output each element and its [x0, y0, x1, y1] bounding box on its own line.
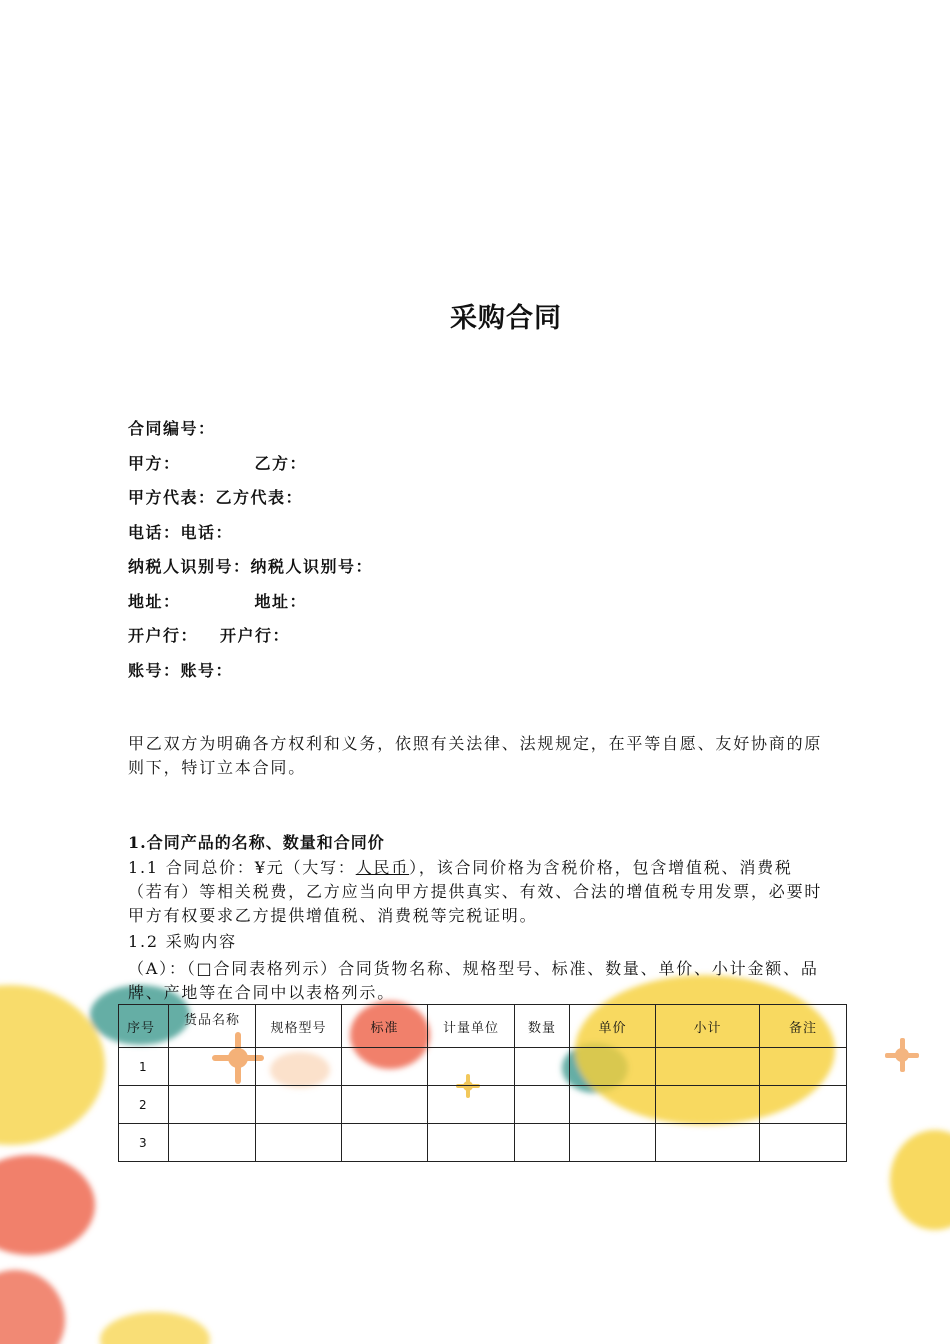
table-cell	[256, 1086, 342, 1124]
clause-1-2: 1.2 采购内容	[128, 932, 237, 951]
section-1-heading: 1.合同产品的名称、数量和合同价	[128, 833, 385, 852]
phone-a-label: 电话：	[128, 522, 181, 542]
table-cell	[760, 1048, 847, 1086]
table-cell	[428, 1124, 515, 1162]
party-info-block	[128, 417, 373, 693]
contract-number-line	[128, 417, 373, 452]
col-header-remark: 备注	[760, 1005, 847, 1048]
row-index: 2	[119, 1086, 169, 1124]
account-a-label: 账号：	[128, 660, 181, 680]
tax-id-line	[128, 555, 373, 590]
contract-number-label: 合同编号：	[128, 419, 216, 438]
representative-line	[128, 486, 373, 521]
table-cell	[570, 1124, 656, 1162]
rep-a-label: 甲方代表：	[128, 488, 216, 507]
clause-1-1	[128, 856, 828, 928]
table-cell	[428, 1086, 515, 1124]
address-line	[128, 590, 373, 625]
party-b-label: 乙方：	[254, 453, 308, 473]
table-cell	[342, 1124, 428, 1162]
col-header-unit-price: 单价	[570, 1005, 656, 1048]
account-b-label: 账号：	[180, 660, 234, 680]
goods-table	[118, 1004, 847, 1162]
phone-line	[128, 521, 373, 556]
bank-a-label: 开户行：	[128, 626, 199, 645]
table-cell	[656, 1086, 760, 1124]
page-title: 采购合同	[450, 303, 562, 334]
table-cell	[169, 1124, 256, 1162]
col-header-unit: 计量单位	[428, 1005, 515, 1048]
bank-b-label: 开户行：	[220, 626, 291, 645]
table-cell	[428, 1048, 515, 1086]
col-header-quantity: 数量	[515, 1005, 570, 1048]
table-cell	[169, 1048, 256, 1086]
table-cell	[256, 1048, 342, 1086]
party-line	[128, 452, 373, 487]
table-cell	[760, 1124, 847, 1162]
col-header-goods-name: 货品名称	[169, 1005, 256, 1048]
table-row	[119, 1124, 847, 1162]
clause-1-1-text-start: 1.1 合同总价：¥元（大写：	[128, 858, 356, 877]
row-index: 3	[119, 1124, 169, 1162]
clause-1-1-text-end: ），该合同价格为含税价格，包含增值税、消费税（若有）等相关税费，乙方应当向甲方提供真实、有效、合法的增值税专用发票，必要时甲方有权要求乙方提供增值税、消费税等完税证明。	[128, 858, 823, 925]
party-a-label: 甲方：	[128, 453, 181, 473]
table-cell	[656, 1048, 760, 1086]
clause-a: （A）：（□合同表格列示）合同货物名称、规格型号、标准、数量、单价、小计金额、品牌、产地等在合同中以表格列示。	[128, 959, 819, 1002]
table-row	[119, 1086, 847, 1124]
tax-id-b-label: 纳税人识别号：	[250, 557, 374, 576]
table-row	[119, 1048, 847, 1086]
tax-id-a-label: 纳税人识别号：	[128, 557, 251, 576]
table-cell	[256, 1124, 342, 1162]
col-header-subtotal: 小计	[656, 1005, 760, 1048]
row-index: 1	[119, 1048, 169, 1086]
table-cell	[656, 1124, 760, 1162]
col-header-index: 序号	[119, 1005, 169, 1048]
table-cell	[570, 1048, 656, 1086]
col-header-spec: 规格型号	[256, 1005, 342, 1048]
phone-b-label: 电话：	[180, 522, 234, 542]
account-line	[128, 659, 373, 694]
currency-name: 人民币	[355, 858, 410, 877]
intro-paragraph: 甲乙双方为明确各方权利和义务，依照有关法律、法规规定，在平等自愿、友好协商的原则下，特订立本合同。	[128, 734, 823, 777]
table-cell	[342, 1048, 428, 1086]
address-b-label: 地址：	[254, 591, 308, 611]
table-cell	[760, 1086, 847, 1124]
table-cell	[342, 1086, 428, 1124]
table-cell	[515, 1086, 570, 1124]
bank-line	[128, 624, 373, 659]
col-header-standard: 标准	[342, 1005, 428, 1048]
table-cell	[515, 1048, 570, 1086]
table-header-row	[119, 1005, 847, 1048]
table-cell	[169, 1086, 256, 1124]
table-cell	[515, 1124, 570, 1162]
table-cell	[570, 1086, 656, 1124]
rep-b-label: 乙方代表：	[215, 488, 304, 507]
address-a-label: 地址：	[128, 591, 181, 611]
